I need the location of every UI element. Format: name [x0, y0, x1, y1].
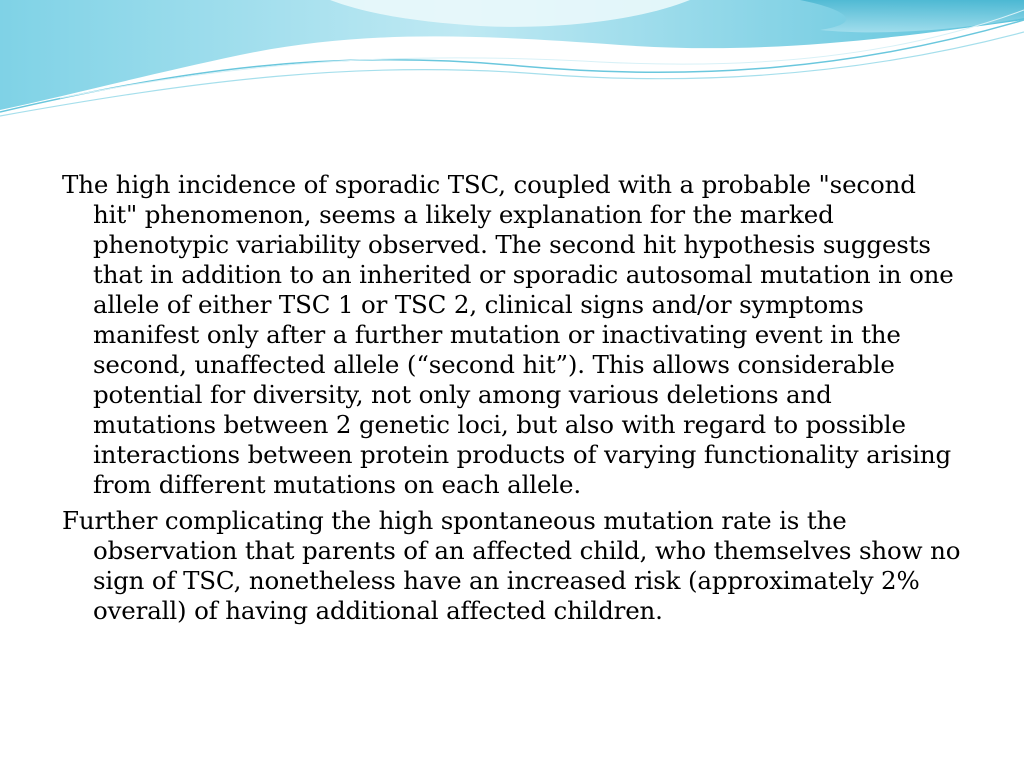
- header-wave-decoration: [0, 0, 1024, 120]
- paragraph-second-hit: The high incidence of sporadic TSC, coupled with a probable "second hit" phenomenon, seems a likely explanation for the marked phenotypic variability observed. The second hit hypothesis suggests that in addition to an inherited or sporadic autosomal mutation in one allele of either TSC 1 or TSC 2, clinical signs and/or symptoms manifest only after a further mutation or inactivating event in the second, unaffected allele (“second hit”). This allows considerable potential for diversity, not only among various deletions and mutations between 2 genetic loci, but also with regard to possible interactions between protein products of varying functionality arising from different mutations on each allele.: [62, 170, 954, 499]
- paragraph-parental-risk: Further complicating the high spontaneous mutation rate is the observation that parents of an affected child, who themselves show no sign of TSC, nonetheless have an increased risk (approximately 2% overall) of having additional affected children.: [62, 506, 961, 625]
- slide-body: [62, 170, 962, 632]
